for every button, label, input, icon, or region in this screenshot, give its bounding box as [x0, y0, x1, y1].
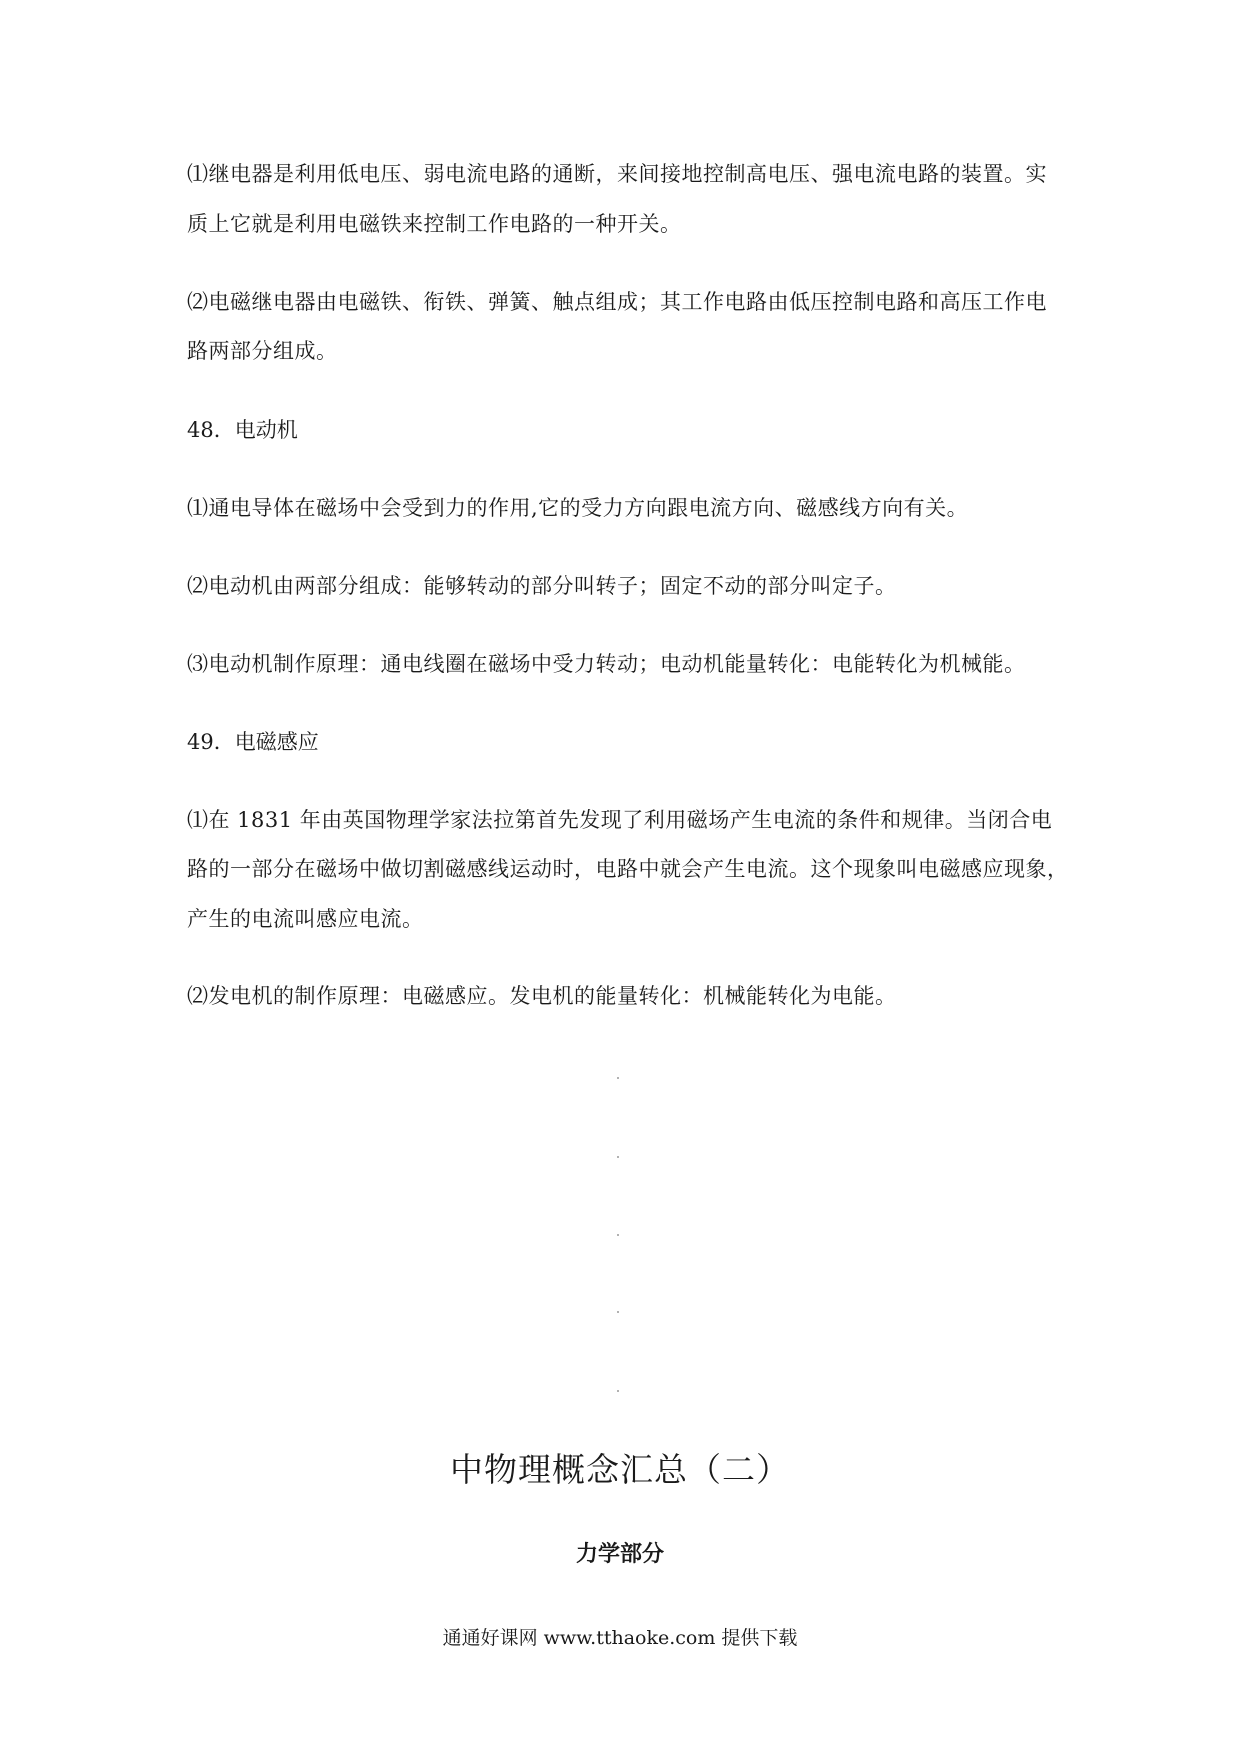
- induction-heading: 49．电磁感应: [187, 730, 319, 754]
- relay-p1-line1: ⑴继电器是利用低电压、弱电流电路的通断，来间接地控制高电压、强电流电路的装置。实: [187, 162, 1047, 186]
- relay-p2-line2: 路两部分组成。: [187, 339, 338, 363]
- separator-dot: [617, 1311, 619, 1313]
- section-title: 中物理概念汇总（二）: [450, 1450, 790, 1489]
- page-footer: 通通好课网 www.tthaoke.com 提供下载: [442, 1627, 798, 1649]
- motor-heading: 48．电动机: [187, 418, 298, 442]
- motor-paragraph-3: ⑶电动机制作原理：通电线圈在磁场中受力转动；电动机能量转化：电能转化为机械能。: [187, 652, 1026, 676]
- motor-paragraph-1: ⑴通电导体在磁场中会受到力的作用,它的受力方向跟电流方向、磁感线方向有关。: [187, 496, 969, 520]
- induction-p1-line1: ⑴在 1831 年由英国物理学家法拉第首先发现了利用磁场产生电流的条件和规律。当闭合电: [187, 808, 1053, 832]
- section-subtitle: 力学部分: [575, 1541, 664, 1567]
- separator-dot: [617, 1390, 619, 1392]
- motor-paragraph-2: ⑵电动机由两部分组成：能够转动的部分叫转子；固定不动的部分叫定子。: [187, 574, 897, 598]
- induction-paragraph-2: ⑵发电机的制作原理：电磁感应。发电机的能量转化：机械能转化为电能。: [187, 984, 897, 1008]
- separator-dot: [617, 1234, 619, 1236]
- separator-dot: [617, 1156, 619, 1158]
- induction-p1-line2: 路的一部分在磁场中做切割磁感线运动时，电路中就会产生电流。这个现象叫电磁感应现象，: [187, 857, 1069, 881]
- separator-dot: [617, 1077, 619, 1079]
- relay-p1-line2: 质上它就是利用电磁铁来控制工作电路的一种开关。: [187, 212, 682, 236]
- relay-p2-line1: ⑵电磁继电器由电磁铁、衔铁、弹簧、触点组成；其工作电路由低压控制电路和高压工作电: [187, 290, 1047, 314]
- induction-p1-line3: 产生的电流叫感应电流。: [187, 907, 424, 931]
